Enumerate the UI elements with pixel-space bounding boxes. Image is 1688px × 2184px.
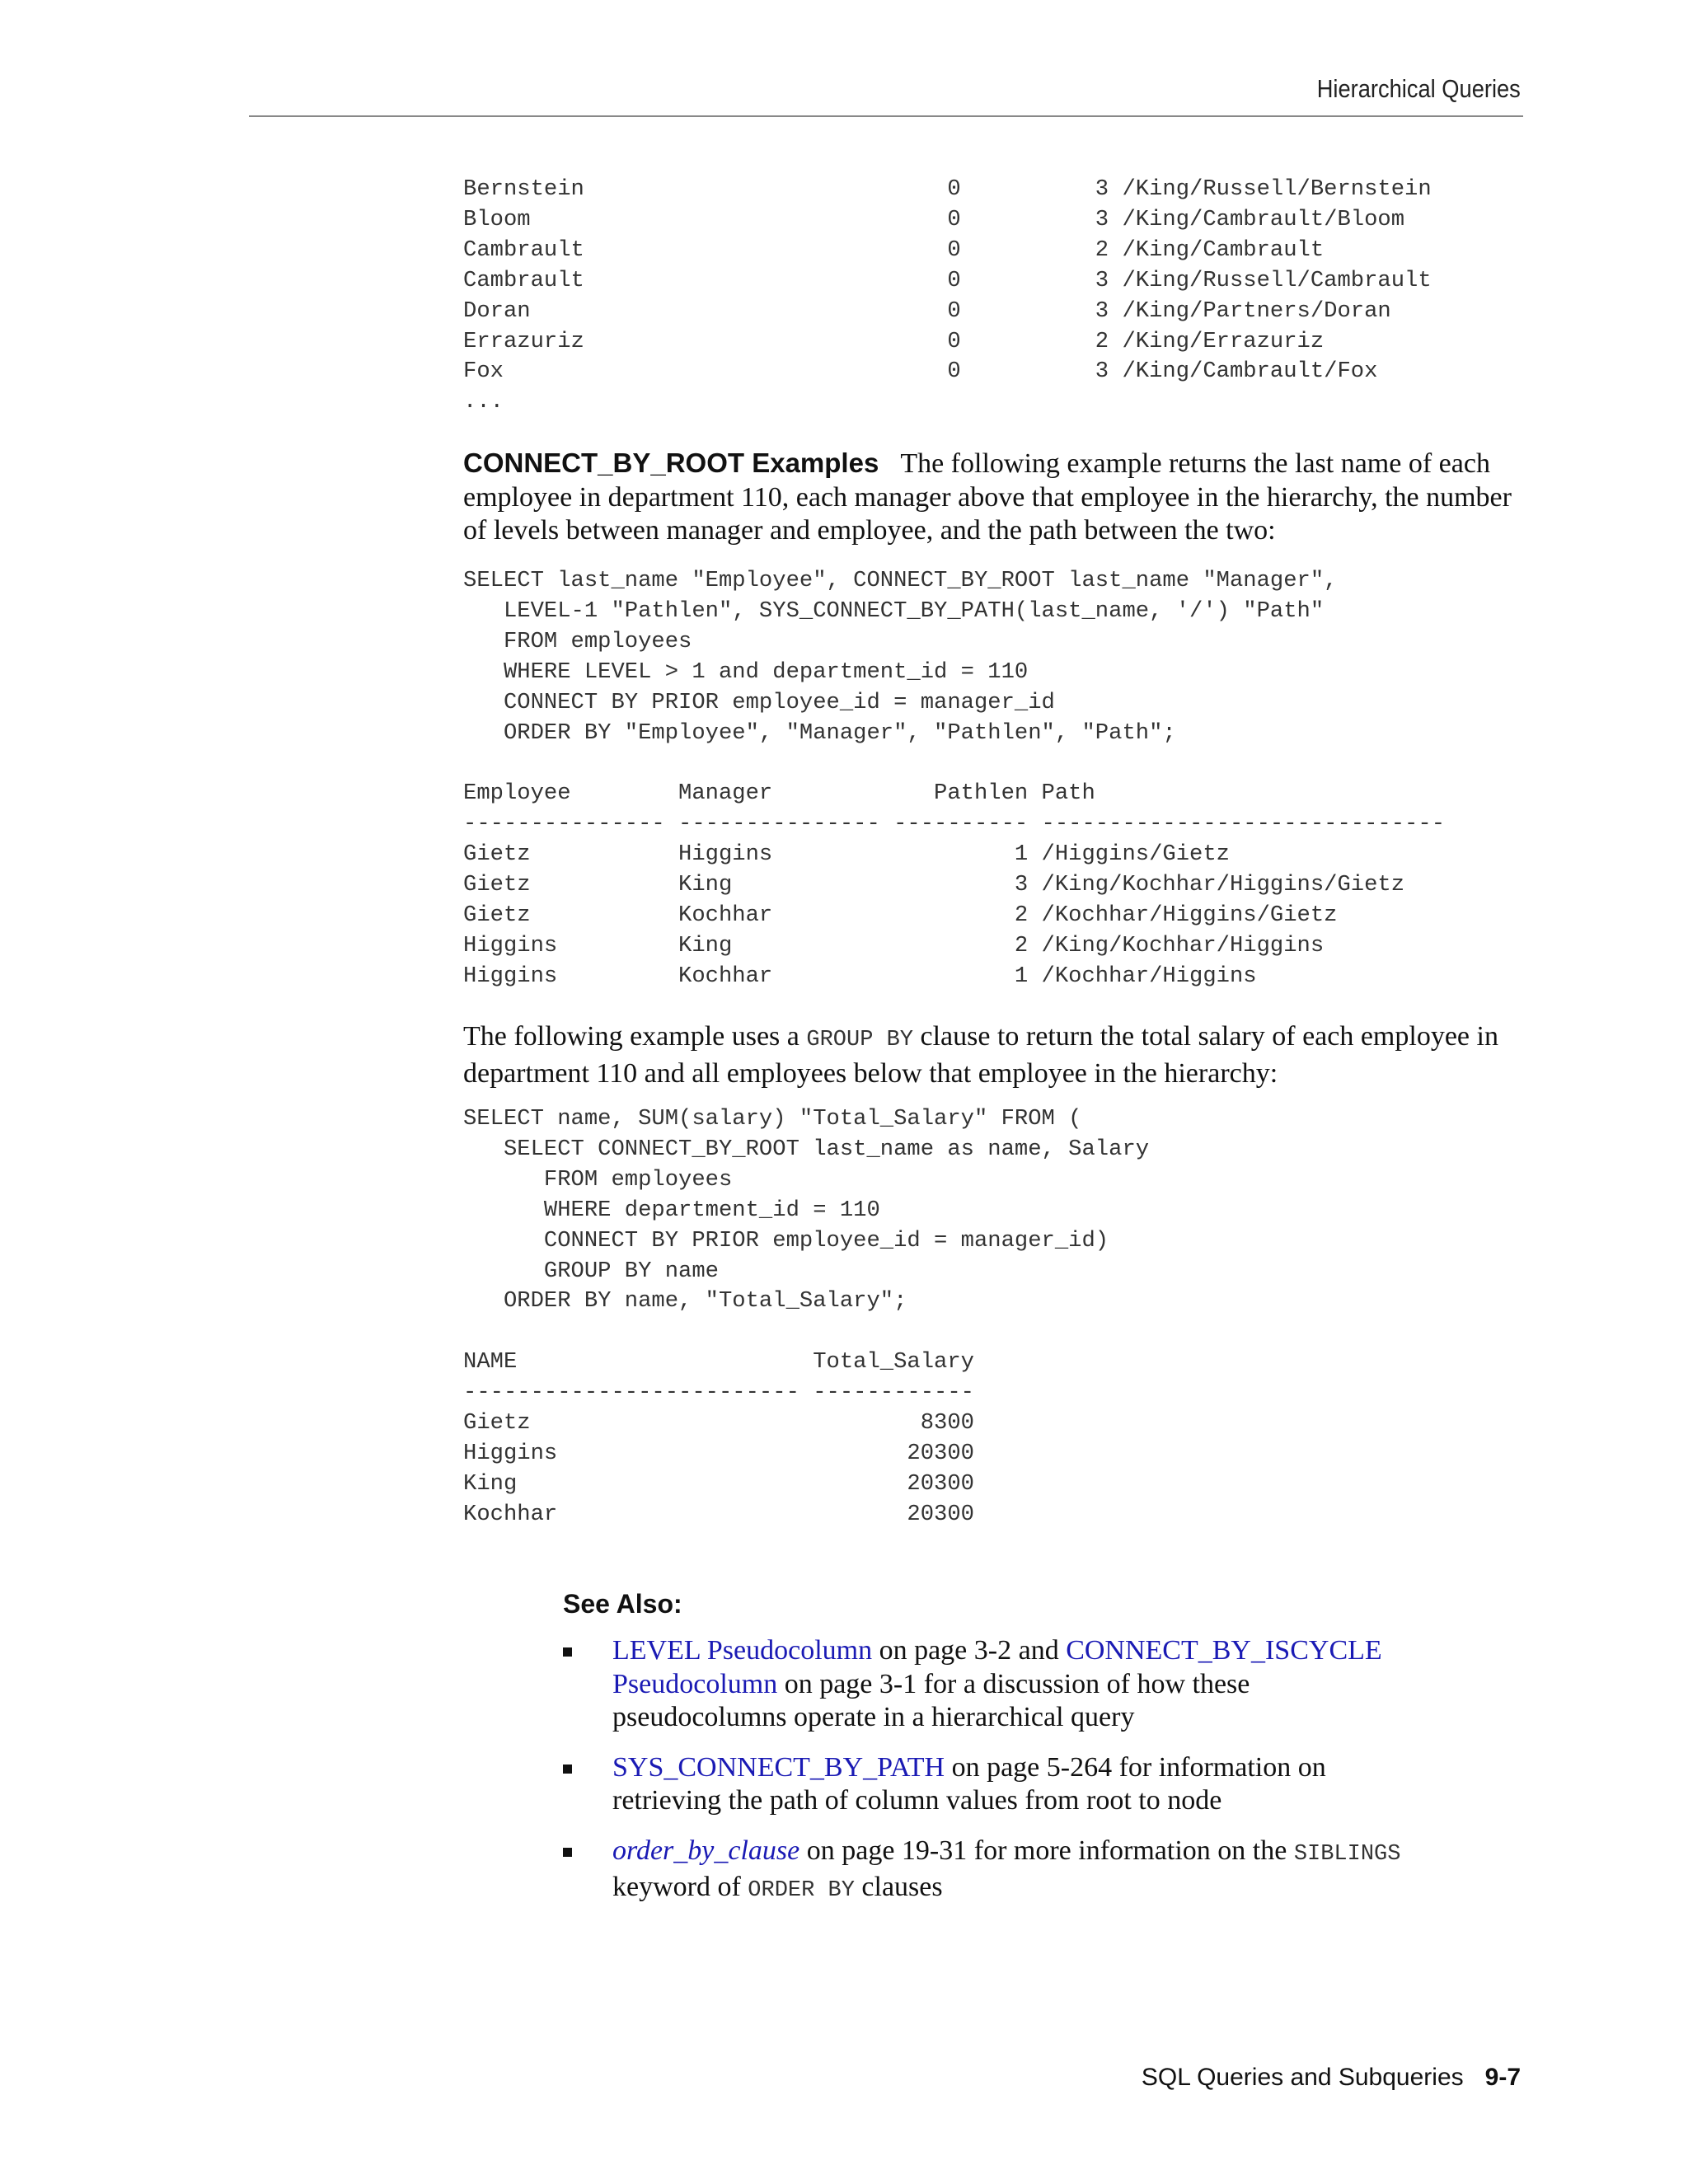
item2-text: on page 5-264 for information on retrieving the path of column values from root to node <box>612 1751 1326 1816</box>
item1-text1: on page 3-2 and <box>872 1635 1067 1666</box>
group-by-query-block: SELECT name, SUM(salary) "Total_Salary" FROM ( SELECT CONNECT_BY_ROOT last_name as name, Salary FROM employees WHERE department_id = 110 CONNECT BY PRIOR employee_id = manager_id) GROUP BY name ORDER BY name, "Total_Salary"; NAME Total_Salary ------------------------- ------------ Gietz 8300 Higgins 20300 King 20300 Kochhar 20300 <box>463 1106 1150 1527</box>
connect-by-root-query-block: SELECT last_name "Employee", CONNECT_BY_ROOT last_name "Manager", LEVEL-1 "Pathlen", SYS_CONNECT_BY_PATH(last_name, '/') "Path" FROM employees WHERE LEVEL > 1 and department_id = 110 CONNECT BY PRIOR employee_id = manager_id ORDER BY "Employee", "Manager", "Pathlen", "Path"; Employee Manager Pathlen Path --------------- --------------- ---------- ------------------------------ Gietz Higgins 1 /Higgins/Gietz Gietz King 3 /King/Kochhar/Higgins/Gietz Gietz Kochhar 2 /Kochhar/Higgins/Gietz Higgins King 2 /King/Kochhar/Higgins Higgins Kochhar 1 /Kochhar/Higgins <box>463 568 1446 989</box>
see-also-box <box>563 1589 1428 1924</box>
square-bullet-icon <box>563 1848 572 1857</box>
siblings-code: SIBLINGS <box>1293 1841 1401 1867</box>
see-also-item <box>563 1835 1428 1908</box>
see-also-item <box>563 1751 1428 1818</box>
see-also-title: See Also: <box>563 1589 682 1619</box>
item1-text2: on page 3-1 for a discussion of how these pseudocolumns operate in a hierarchical query <box>612 1668 1250 1732</box>
para2-after: clause to return the total salary of each employee in department 110 and all employees below that employee in the hierarchy: <box>463 1021 1498 1089</box>
section-paragraph <box>463 447 1526 548</box>
running-header: Hierarchical Queries <box>1316 74 1521 103</box>
square-bullet-icon <box>563 1647 572 1657</box>
page-footer <box>1142 2064 1521 2092</box>
group-by-paragraph <box>463 1020 1526 1090</box>
item3-text2: keyword of <box>612 1872 748 1902</box>
item3-text3: clauses <box>854 1872 943 1902</box>
see-also-item <box>563 1634 1428 1735</box>
connect-by-iscycle-link[interactable]: CONNECT_BY_ISCYCLE Pseudocolumn <box>612 1635 1382 1699</box>
sys-connect-by-path-link[interactable]: SYS_CONNECT_BY_PATH <box>612 1751 945 1783</box>
para2-code: GROUP BY <box>806 1028 914 1052</box>
section-runin-heading: CONNECT_BY_ROOT Examples <box>463 448 879 478</box>
see-also-list <box>563 1634 1428 1908</box>
square-bullet-icon <box>563 1765 572 1774</box>
page-number: 9-7 <box>1484 2064 1521 2091</box>
order-by-clause-link[interactable]: order_by_clause <box>612 1835 800 1866</box>
query-output-block: Bernstein 0 3 /King/Russell/Bernstein Bloom 0 3 /King/Cambrault/Bloom Cambrault 0 2 /King/Cambrault Cambrault 0 3 /King/Russell/Cambrault Doran 0 3 /King/Partners/Doran Errazuriz 0 2 /King/Errazuriz Fox 0 3 /King/Cambrault/Fox ... <box>463 176 1432 415</box>
para2-before: The following example uses a <box>463 1021 807 1052</box>
section-text: The following example returns the last name of each employee in department 110, each manager above that employee in the hierarchy, the number of levels between manager and employee, and the path between the two: <box>463 448 1512 546</box>
order-by-code: ORDER BY <box>748 1878 855 1903</box>
footer-title: SQL Queries and Subqueries <box>1141 2064 1464 2091</box>
level-pseudocolumn-link[interactable]: LEVEL Pseudocolumn <box>612 1635 873 1666</box>
header-rule <box>249 115 1523 117</box>
item3-text1: on page 19-31 for more information on the <box>799 1835 1294 1866</box>
